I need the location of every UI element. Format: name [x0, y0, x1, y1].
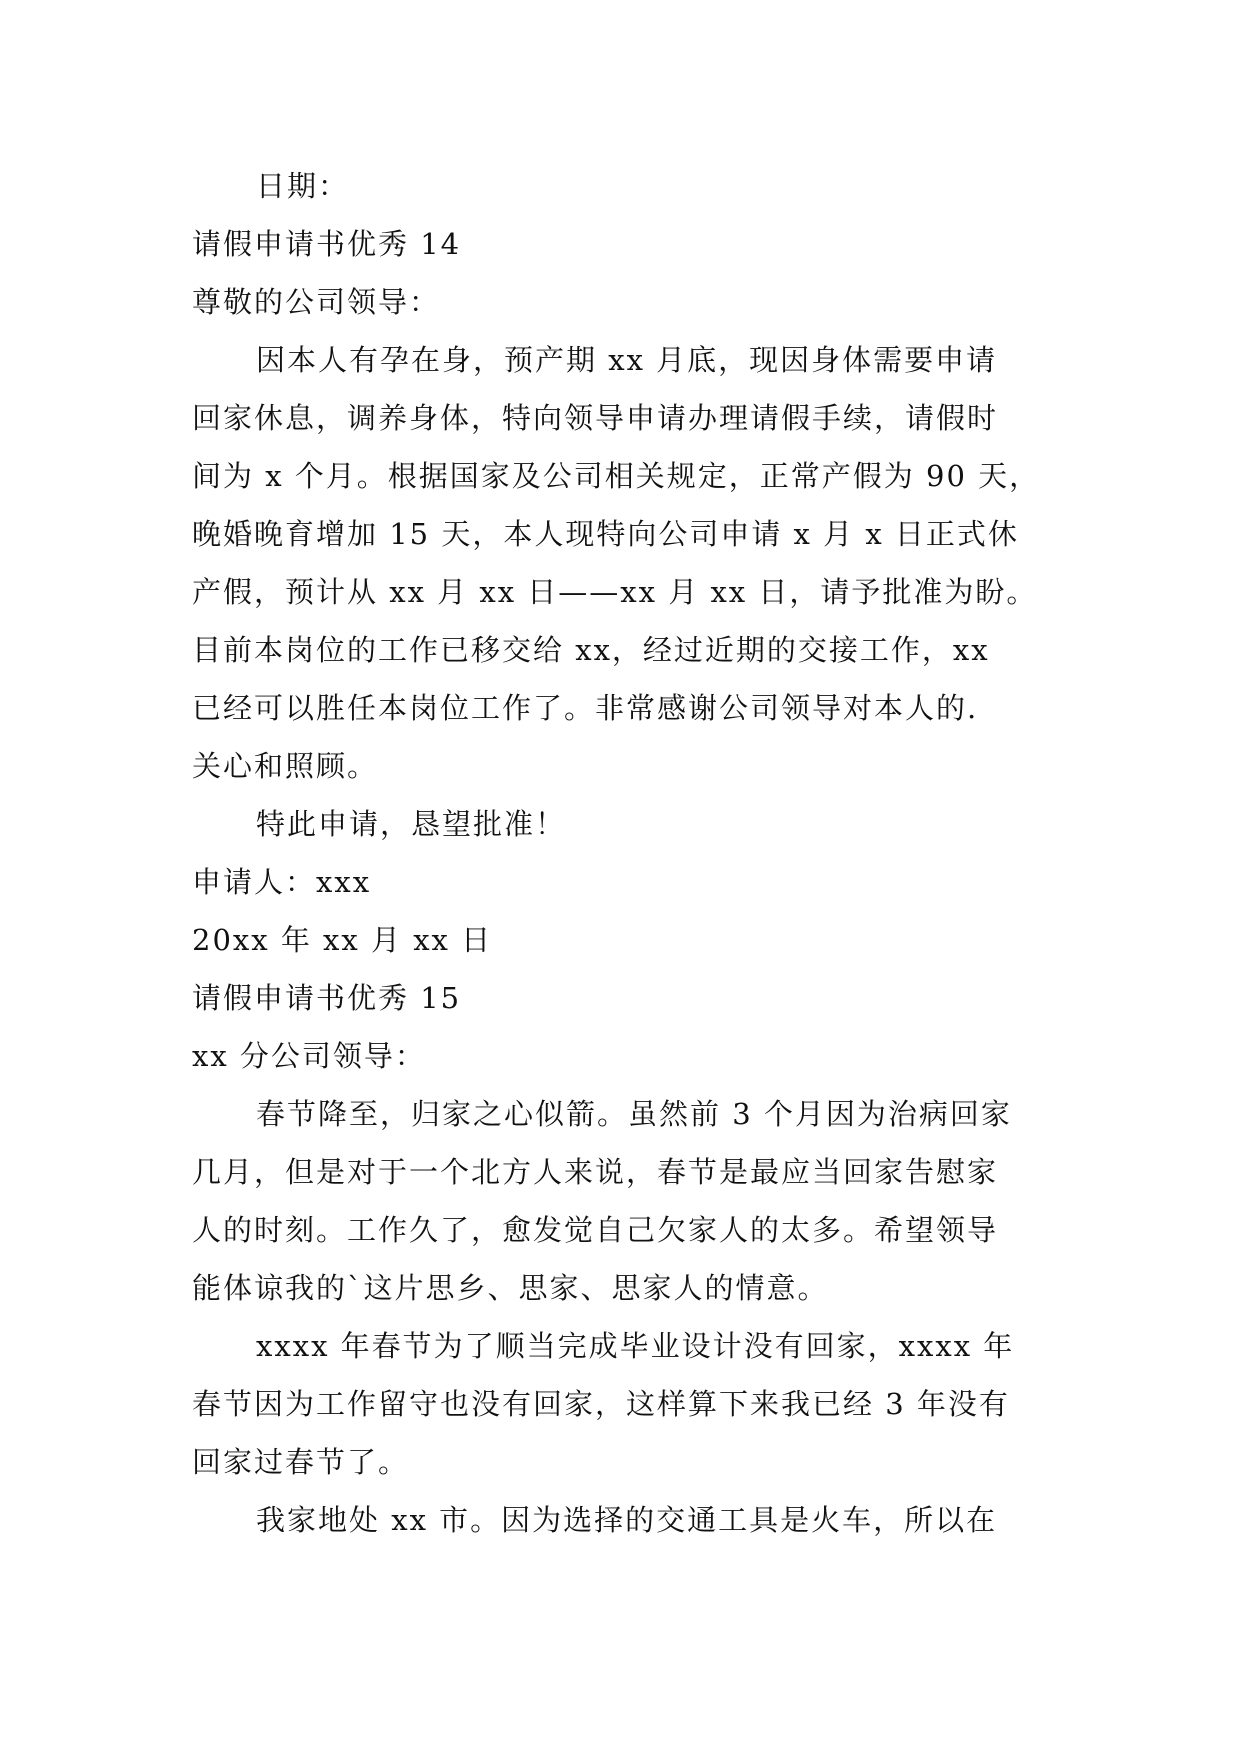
body-line: 几月，但是对于一个北方人来说，春节是最应当回家告慰家	[192, 1155, 999, 1189]
date-line: 20xx 年 xx 月 xx 日	[192, 923, 493, 957]
body-line: 人的时刻。工作久了，愈发觉自己欠家人的太多。希望领导	[192, 1213, 999, 1247]
applicant-line: 申请人：xxx	[192, 865, 372, 899]
body-line: 晚婚晚育增加 15 天，本人现特向公司申请 x 月 x 日正式休	[192, 517, 1019, 551]
body-line: 产假，预计从 xx 月 xx 日——xx 月 xx 日，请予批准为盼。	[192, 575, 1038, 609]
body-line: 目前本岗位的工作已移交给 xx，经过近期的交接工作，xx	[192, 633, 990, 667]
closing-line: 特此申请，恳望批准！	[256, 807, 567, 841]
body-line: 因本人有孕在身，预产期 xx 月底，现因身体需要申请	[256, 343, 998, 377]
body-line: 春节降至，归家之心似箭。虽然前 3 个月因为治病回家	[256, 1097, 1012, 1131]
body-line: 回家休息，调养身体，特向领导申请办理请假手续，请假时	[192, 401, 999, 435]
body-line: 间为 x 个月。根据国家及公司相关规定，正常产假为 90 天，	[192, 459, 1041, 493]
body-line: 回家过春节了。	[192, 1445, 410, 1479]
section-heading-15: 请假申请书优秀 15	[192, 981, 462, 1015]
date-label: 日期：	[256, 169, 350, 203]
body-line: 关心和照顾。	[192, 749, 379, 783]
body-line: 我家地处 xx 市。因为选择的交通工具是火车，所以在	[256, 1503, 998, 1537]
section-heading-14: 请假申请书优秀 14	[192, 227, 462, 261]
body-line: 已经可以胜任本岗位工作了。非常感谢公司领导对本人的.	[192, 691, 979, 725]
body-line: 春节因为工作留守也没有回家，这样算下来我已经 3 年没有	[192, 1387, 1010, 1421]
body-line: xxxx 年春节为了顺当完成毕业设计没有回家，xxxx 年	[256, 1329, 1015, 1363]
salutation: xx 分公司领导：	[192, 1039, 426, 1073]
body-line: 能体谅我的`这片思乡、思家、思家人的情意。	[192, 1271, 829, 1305]
salutation: 尊敬的公司领导：	[192, 285, 441, 319]
